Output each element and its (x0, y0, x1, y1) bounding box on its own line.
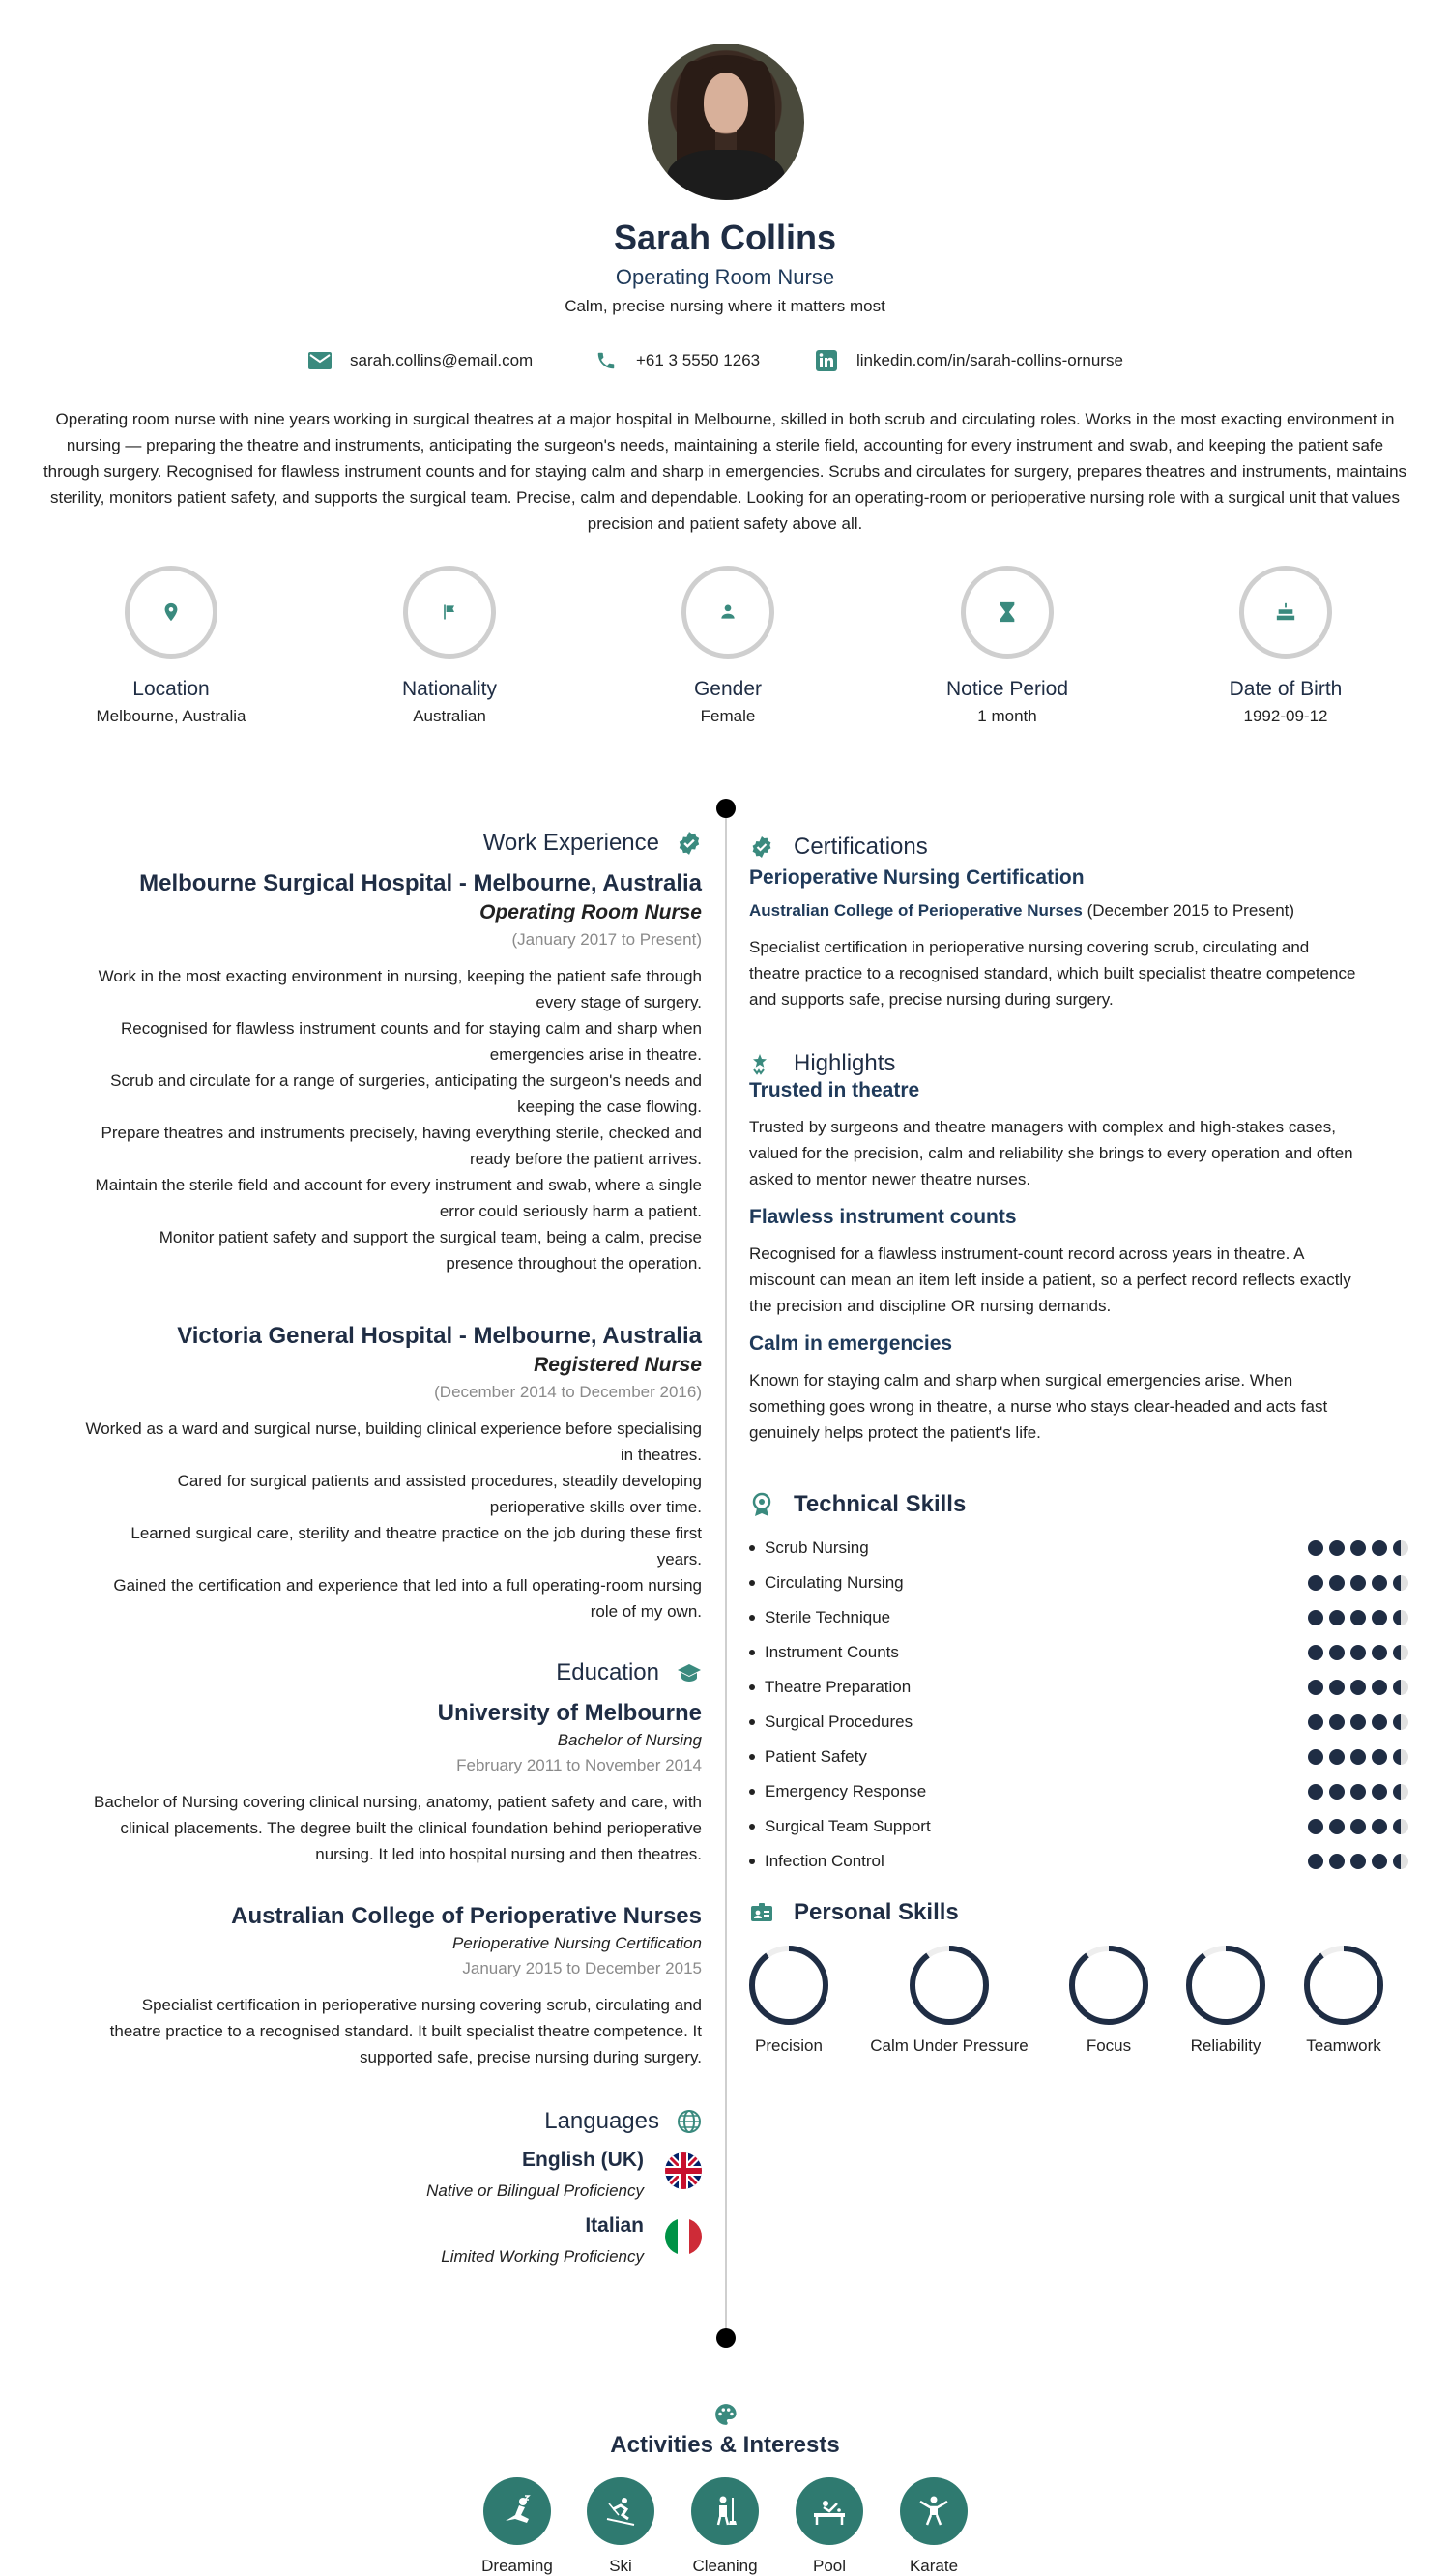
education-section (39, 1659, 702, 1686)
skill-name: Infection Control (765, 1852, 884, 1870)
rating-dot (1372, 1575, 1387, 1591)
section-title: Certifications (794, 834, 928, 860)
rating-dot (1350, 1540, 1366, 1556)
education-desc-line: Bachelor of Nursing covering clinical nursing, anatomy, patient safety and care, with (93, 1793, 702, 1811)
rating-dot (1308, 1854, 1323, 1869)
rating-dot (1308, 1575, 1323, 1591)
job-duty-line: perioperative skills over time. (489, 1498, 702, 1516)
job-duty-line: Monitor patient safety and support the surgical team, being a calm, precise (159, 1228, 702, 1246)
certification-issuer: Australian College of Perioperative Nurses (749, 901, 1083, 920)
fact-nationality (343, 566, 556, 726)
skill-name: Circulating Nursing (765, 1573, 904, 1592)
fact-label: Notice Period (945, 678, 1069, 700)
school-name: Australian College of Perioperative Nurses (231, 1903, 702, 1929)
job-duty-line: presence throughout the operation. (446, 1254, 702, 1273)
highlight-desc-line: the precision and discipline OR nursing demands. (749, 1297, 1112, 1315)
cleaning-icon (691, 2477, 759, 2545)
fact-date-of-birth (1179, 566, 1392, 726)
verified-badge-icon (677, 831, 702, 856)
job-duty-line: Learned surgical care, sterility and theatre practice on the job during these first (130, 1524, 702, 1542)
location-pin-icon (160, 601, 182, 623)
pool-icon (796, 2477, 863, 2545)
rating-dot (1350, 1819, 1366, 1834)
highlight-title: Flawless instrument counts (749, 1206, 1017, 1228)
uk-flag-icon (665, 2152, 702, 2189)
highlight-desc-line: something goes wrong in theatre, a nurse who stays clear-headed and acts fast (749, 1397, 1328, 1416)
fact-value: 1 month (977, 707, 1037, 725)
technical-skills-section (749, 1491, 1408, 1518)
rating-dot (1329, 1854, 1345, 1869)
activity-item (682, 2477, 768, 2576)
dreaming-icon (483, 2477, 551, 2545)
rating-dot (1350, 1610, 1366, 1625)
certification-issuer-line (749, 901, 1408, 921)
activity-item (577, 2477, 664, 2576)
rating-dot (1393, 1854, 1408, 1869)
rating-dot (1308, 1714, 1323, 1730)
rating-dot (1308, 1680, 1323, 1695)
personal-skills-section (749, 1899, 1408, 1926)
technical-skill-item (749, 1814, 1408, 1839)
job-duty-line: years. (656, 1550, 702, 1568)
skill-rating (1302, 1714, 1408, 1730)
highlight-desc-line: valued for the precision, calm and reliability she brings to every operation and often (749, 1144, 1353, 1162)
bullet-icon (749, 1545, 755, 1551)
education-dates: February 2011 to November 2014 (456, 1756, 702, 1774)
fact-value: 1992-09-12 (1243, 707, 1328, 725)
skill-name: Patient Safety (765, 1747, 867, 1766)
skill-name: Sterile Technique (765, 1608, 891, 1626)
phone-icon (594, 350, 619, 371)
job-duty-line: error could seriously harm a patient. (439, 1202, 702, 1220)
rating-dot (1350, 1575, 1366, 1591)
activity-label: Cleaning (692, 2557, 758, 2575)
skill-name: Scrub Nursing (765, 1538, 869, 1557)
language-level: Native or Bilingual Proficiency (426, 2181, 644, 2200)
rating-dot (1393, 1575, 1408, 1591)
email-contact[interactable] (307, 349, 533, 372)
employer-name: Melbourne Surgical Hospital - Melbourne, Australia (139, 870, 702, 896)
activity-item (474, 2477, 561, 2576)
job-entry (39, 1323, 702, 1625)
palette-icon (713, 2402, 739, 2427)
language-item (39, 2214, 702, 2274)
fact-location (65, 566, 277, 726)
education-desc-line: theatre practice to a recognised standard. It built specialist theatre competence. It (109, 2022, 702, 2040)
rating-dot (1308, 1610, 1323, 1625)
phone-contact[interactable] (594, 349, 760, 372)
personal-skill-label: Precision (755, 2036, 823, 2055)
karate-icon (900, 2477, 968, 2545)
bullet-icon (749, 1824, 755, 1830)
bullet-icon (749, 1789, 755, 1795)
timeline-start-dot (716, 799, 736, 818)
fact-label: Date of Birth (1229, 678, 1343, 700)
skill-rating (1302, 1610, 1408, 1625)
rating-dot (1329, 1645, 1345, 1660)
rating-dot (1393, 1714, 1408, 1730)
section-heading (39, 830, 702, 857)
certifications-section (749, 834, 1408, 1012)
skill-name: Emergency Response (765, 1782, 927, 1800)
rating-dot (1393, 1819, 1408, 1834)
personal-skill-label: Teamwork (1306, 2036, 1381, 2055)
email-text: sarah.collins@email.com (350, 351, 534, 369)
section-title: Personal Skills (794, 1899, 959, 1925)
section-title: Languages (544, 2108, 659, 2134)
fact-label: Location (132, 678, 210, 700)
job-duty-line: keeping the case flowing. (517, 1098, 702, 1116)
skill-rating (1302, 1575, 1408, 1591)
section-title: Education (556, 1659, 659, 1685)
fact-label: Gender (693, 678, 763, 700)
fact-value: Melbourne, Australia (96, 707, 246, 725)
rating-dot (1350, 1645, 1366, 1660)
person-icon (718, 602, 738, 622)
tagline: Calm, precise nursing where it matters most (565, 297, 885, 315)
profile-summary: Operating room nurse with nine years working in surgical theatres at a major hospital in Melbourne, skilled in both scrub and circulating roles. Works in the most exacting environment in nursing — preparing the theatre and instruments, anticipating the surgeon's needs, maintaining a sterile field, accounting for every instrument and swab, and keeping the patient safe through surgery. Recognised for flawless instrument counts and for staying calm and sharp in emergencies. Scrubs and circulates for surgery, prepares theatres and instruments, maintains sterility, monitors patient safety, and supports the surgical team. Precise, calm and dependable. Looking for an operating-room or perioperative nursing role with a surgical unit that values precision and patient safety above all. (43, 410, 1407, 533)
section-title: Highlights (794, 1050, 896, 1076)
job-duty-line: emergencies arise in theatre. (489, 1045, 702, 1064)
job-position: Operating Room Nurse (479, 901, 702, 923)
rating-dot (1350, 1714, 1366, 1730)
rating-dot (1308, 1540, 1323, 1556)
rating-dot (1372, 1645, 1387, 1660)
job-duty-line: Prepare theatres and instruments precisely, having everything sterile, checked and (101, 1124, 702, 1142)
bullet-icon (749, 1719, 755, 1725)
technical-skill-item (749, 1779, 1408, 1804)
job-duty-line: Recognised for flawless instrument counts and for staying calm and sharp when (121, 1019, 702, 1038)
phone-text: +61 3 5550 1263 (636, 351, 761, 369)
job-duty-line: Work in the most exacting environment in nursing, keeping the patient safe through (98, 967, 702, 985)
rating-dot (1329, 1784, 1345, 1800)
education-desc-line: nursing. It led into hospital nursing and then theatres. (315, 1845, 702, 1863)
bullet-icon (749, 1650, 755, 1655)
section-heading (749, 1491, 1408, 1518)
rating-dot (1372, 1854, 1387, 1869)
skill-level-ring (908, 1944, 991, 2027)
job-duty-line: Worked as a ward and surgical nurse, building clinical experience before specialising (85, 1420, 702, 1438)
skill-rating (1302, 1749, 1408, 1765)
rating-dot (1350, 1854, 1366, 1869)
bullet-icon (749, 1859, 755, 1864)
timeline-line (725, 808, 727, 2340)
job-dates: (January 2017 to Present) (511, 930, 702, 949)
certification-name: Perioperative Nursing Certification (749, 866, 1085, 889)
job-entry (39, 870, 702, 1276)
section-heading (39, 2108, 702, 2135)
skill-rating (1302, 1680, 1408, 1695)
highlight-desc-line: Known for staying calm and sharp when surgical emergencies arise. When (749, 1371, 1293, 1390)
skill-level-arc (752, 1948, 826, 2022)
skill-rating (1302, 1784, 1408, 1800)
rating-dot (1372, 1749, 1387, 1765)
rating-dot (1329, 1540, 1345, 1556)
degree-name: Perioperative Nursing Certification (452, 1934, 702, 1952)
activity-label: Ski (609, 2557, 632, 2575)
languages-section (39, 2108, 702, 2135)
graduation-cap-icon (677, 1660, 702, 1685)
skill-rating (1302, 1645, 1408, 1660)
activities-title: Activities & Interests (610, 2432, 840, 2458)
rating-dot (1308, 1645, 1323, 1660)
job-duty-line: Gained the certification and experience that led into a full operating-room nursing (113, 1576, 702, 1595)
cake-icon (1275, 601, 1296, 623)
work-experience-section (39, 830, 702, 857)
language-item (39, 2149, 702, 2209)
candidate-name: Sarah Collins (613, 218, 837, 257)
linkedin-icon (814, 350, 839, 371)
job-dates: (December 2014 to December 2016) (434, 1383, 702, 1401)
fact-notice-period (901, 566, 1114, 726)
skill-level-ring (747, 1944, 830, 2027)
degree-name: Bachelor of Nursing (557, 1731, 702, 1749)
skill-level-arc (913, 1948, 986, 2022)
globe-icon (677, 2109, 702, 2134)
skill-level-ring (1302, 1944, 1385, 2027)
technical-skill-item (749, 1536, 1408, 1561)
language-level: Limited Working Proficiency (441, 2247, 644, 2266)
employer-name: Victoria General Hospital - Melbourne, Australia (177, 1323, 702, 1349)
highlight-title: Trusted in theatre (749, 1079, 920, 1101)
bullet-icon (749, 1684, 755, 1690)
bullet-icon (749, 1580, 755, 1586)
highlight-desc-line: Trusted by surgeons and theatre managers with complex and high-stakes cases, (749, 1118, 1336, 1136)
rating-dot (1372, 1784, 1387, 1800)
section-title: Technical Skills (794, 1491, 967, 1517)
language-name: English (UK) (522, 2149, 644, 2171)
section-heading (749, 1050, 1408, 1077)
highlight-title: Calm in emergencies (749, 1332, 953, 1355)
bullet-icon (749, 1615, 755, 1621)
skill-name: Surgical Procedures (765, 1712, 914, 1731)
highlight-desc-line: Recognised for a flawless instrument-count record across years in theatre. A (749, 1244, 1305, 1263)
rating-dot (1393, 1645, 1408, 1660)
skill-name: Instrument Counts (765, 1643, 899, 1661)
skill-rating (1302, 1819, 1408, 1834)
rating-dot (1329, 1714, 1345, 1730)
rating-dot (1393, 1749, 1408, 1765)
education-desc-line: clinical placements. The degree built the clinical foundation behind perioperative (120, 1819, 702, 1837)
job-duty-line: Scrub and circulate for a range of surgeries, anticipating the surgeon's needs and (110, 1071, 702, 1090)
skill-name: Surgical Team Support (765, 1817, 931, 1835)
email-icon (307, 350, 333, 371)
education-entry (39, 1903, 702, 2070)
rating-dot (1329, 1749, 1345, 1765)
rating-dot (1350, 1749, 1366, 1765)
job-duty-line: role of my own. (590, 1602, 702, 1621)
certification-dates: (December 2015 to Present) (1087, 901, 1295, 920)
flag-icon (440, 602, 459, 622)
personal-skill-label: Reliability (1190, 2036, 1262, 2055)
school-name: University of Melbourne (437, 1700, 702, 1726)
rating-dot (1393, 1610, 1408, 1625)
highlight-desc-line: genuinely helps protect the patient's life. (749, 1423, 1041, 1442)
section-heading (749, 834, 1408, 861)
highlight-desc-line: asked to mentor newer theatre nurses. (749, 1170, 1031, 1188)
rating-dot (1329, 1680, 1345, 1695)
technical-skill-item (749, 1570, 1408, 1595)
activity-label: Karate (909, 2557, 959, 2575)
activity-label: Dreaming (481, 2557, 553, 2575)
fact-gender (622, 566, 834, 726)
linkedin-contact[interactable] (814, 349, 1123, 372)
highlight-desc-line: miscount can mean an item left inside a patient, so a perfect record reflects exactly (749, 1271, 1351, 1289)
fact-value: Australian (413, 707, 486, 725)
rating-dot (1372, 1714, 1387, 1730)
activity-label: Pool (812, 2557, 847, 2575)
rating-dot (1308, 1819, 1323, 1834)
job-position: Registered Nurse (534, 1354, 702, 1376)
rating-dot (1393, 1540, 1408, 1556)
highlights-section (749, 1050, 1408, 1446)
award-ribbon-icon (749, 1492, 774, 1517)
rating-dot (1350, 1680, 1366, 1695)
education-desc-line: Specialist certification in perioperative nursing covering scrub, circulating and (141, 1996, 702, 2014)
education-entry (39, 1700, 702, 1867)
technical-skill-item (749, 1640, 1408, 1665)
personal-skill-item (1252, 1944, 1436, 2056)
certification-desc-line: Specialist certification in perioperative nursing covering scrub, circulating and (749, 938, 1310, 956)
verified-badge-icon (749, 834, 774, 860)
technical-skill-item (749, 1605, 1408, 1630)
timeline-end-dot (716, 2328, 736, 2348)
technical-skill-item (749, 1744, 1408, 1770)
bullet-icon (749, 1754, 755, 1760)
personal-skill-item (697, 1944, 881, 2056)
rating-dot (1393, 1784, 1408, 1800)
profile-photo (648, 44, 804, 200)
rating-dot (1372, 1540, 1387, 1556)
personal-skill-item (857, 1944, 1041, 2056)
education-dates: January 2015 to December 2015 (462, 1959, 702, 1977)
italy-flag-icon (665, 2218, 702, 2255)
section-heading (749, 1899, 1408, 1926)
rating-dot (1329, 1575, 1345, 1591)
job-title: Operating Room Nurse (615, 265, 835, 289)
rating-dot (1393, 1680, 1408, 1695)
skill-rating (1302, 1540, 1408, 1556)
rating-dot (1372, 1680, 1387, 1695)
technical-skill-item (749, 1849, 1408, 1874)
section-heading (39, 1659, 702, 1686)
rating-dot (1308, 1749, 1323, 1765)
certification-desc-line: theatre practice to a recognised standard, which built specialist theatre competence (749, 964, 1356, 982)
job-duty-line: Cared for surgical patients and assisted procedures, steadily developing (177, 1472, 702, 1490)
personal-skill-label: Focus (1086, 2036, 1132, 2055)
rating-dot (1372, 1819, 1387, 1834)
rating-dot (1372, 1610, 1387, 1625)
star-award-icon (749, 1051, 774, 1076)
skill-level-arc (1307, 1948, 1380, 2022)
rating-dot (1329, 1819, 1345, 1834)
fact-value: Female (700, 707, 756, 725)
language-name: Italian (585, 2214, 644, 2237)
skill-rating (1302, 1854, 1408, 1869)
rating-dot (1350, 1784, 1366, 1800)
rating-dot (1329, 1610, 1345, 1625)
rating-dot (1308, 1784, 1323, 1800)
id-card-icon (749, 1900, 774, 1925)
personal-skill-label: Calm Under Pressure (870, 2036, 1029, 2055)
skill-name: Theatre Preparation (765, 1678, 912, 1696)
job-duty-line: Maintain the sterile field and account for every instrument and swab, where a single (95, 1176, 702, 1194)
job-duty-line: every stage of surgery. (536, 993, 702, 1011)
ski-icon (587, 2477, 654, 2545)
job-duty-line: in theatres. (620, 1446, 702, 1464)
activity-item (890, 2477, 977, 2576)
education-desc-line: supported safe, precise nursing during surgery. (359, 2048, 702, 2066)
activity-item (786, 2477, 873, 2576)
job-duty-line: ready before the patient arrives. (469, 1150, 702, 1168)
certification-desc-line: and supports safe, precise nursing during surgery. (749, 990, 1114, 1009)
hourglass-icon (998, 601, 1017, 623)
linkedin-text: linkedin.com/in/sarah-collins-ornurse (856, 351, 1123, 369)
technical-skill-item (749, 1710, 1408, 1735)
technical-skill-item (749, 1675, 1408, 1700)
fact-label: Nationality (401, 678, 498, 700)
section-title: Work Experience (482, 830, 659, 856)
